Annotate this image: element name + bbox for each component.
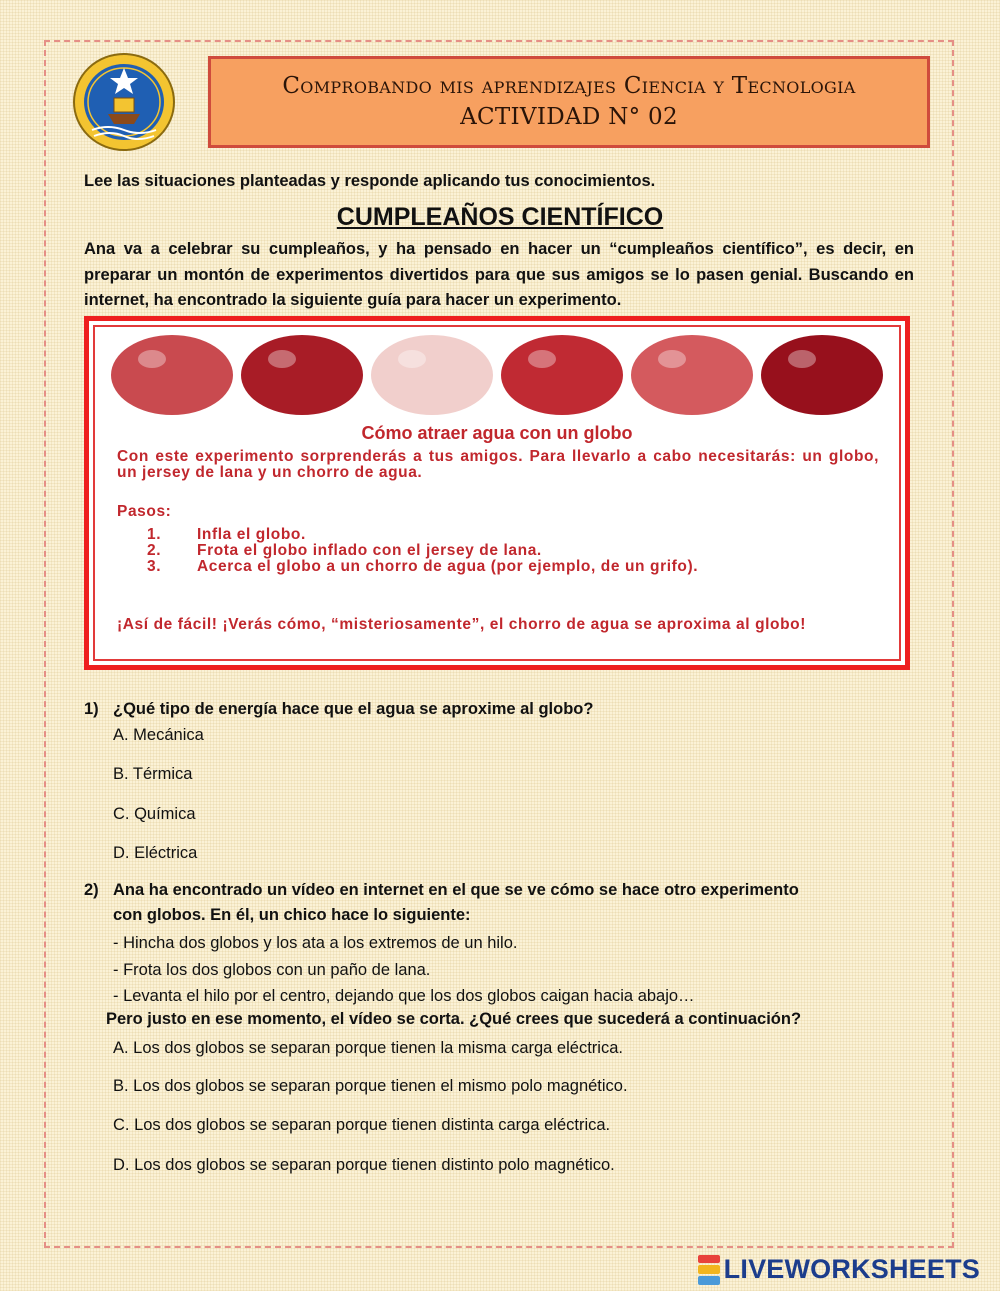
instructions: Lee las situaciones planteadas y responde aplicando tus conocimientos. — [84, 172, 656, 190]
title-line1: Comprobando mis aprendizajes Ciencia y Tecnologia — [282, 73, 856, 99]
step-item: 2. Frota el globo inflado con el jersey de lana. — [147, 542, 542, 559]
q2-step: - Frota los dos globos con un paño de lana. — [113, 960, 431, 979]
question-2-steps — [113, 930, 695, 1010]
title-line2: ACTIVIDAD N° 02 — [460, 104, 678, 130]
step-item: 3. Acerca el globo a un chorro de agua (por ejemplo, de un grifo). — [147, 558, 699, 575]
question-2-text: Ana ha encontrado un vídeo en internet en el que se ve cómo se hace otro experimento — [113, 881, 799, 899]
balloon-icon — [761, 335, 883, 415]
q1-option-a[interactable]: A. Mecánica — [113, 726, 204, 744]
liveworksheets-watermark[interactable] — [698, 1254, 980, 1285]
section-title: CUMPLEAÑOS CIENTÍFICO — [336, 203, 664, 231]
school-crest-icon — [72, 52, 176, 152]
q2-option-d[interactable]: D. Los dos globos se separan porque tienen distinto polo magnético. — [113, 1156, 615, 1174]
question-2 — [84, 878, 799, 928]
experiment-footer: ¡Así de fácil! ¡Verás cómo, “misteriosamente”, el chorro de agua se aproxima al globo! — [117, 616, 807, 633]
q1-option-b[interactable]: B. Térmica — [113, 765, 193, 783]
balloon-icon — [631, 335, 753, 415]
balloons-illustration — [107, 329, 887, 419]
question-2-text-cont: con globos. En él, un chico hace lo siguiente: — [113, 906, 471, 924]
question-2-number: 2) — [84, 881, 99, 899]
step-item: 1. Infla el globo. — [147, 526, 306, 543]
question-2-followup: Pero justo en ese momento, el vídeo se corta. ¿Qué crees que sucederá a continuación? — [106, 1010, 802, 1028]
q2-option-b[interactable]: B. Los dos globos se separan porque tienen el mismo polo magnético. — [113, 1077, 628, 1095]
balloon-icon — [241, 335, 363, 415]
steps-label: Pasos: — [117, 503, 172, 520]
experiment-text: Con este experimento sorprenderás a tus amigos. Para llevarlo a cabo necesitarás: un globo, un jersey de lana y un chorro de agua. — [117, 448, 879, 481]
q2-option-a[interactable]: A. Los dos globos se separan porque tienen la misma carga eléctrica. — [113, 1039, 623, 1057]
title-banner — [208, 56, 930, 148]
q1-option-d[interactable]: D. Eléctrica — [113, 844, 198, 862]
balloon-icon — [111, 335, 233, 415]
steps-list — [147, 527, 887, 575]
watermark-text: LIVEWORKSHEETS — [723, 1254, 980, 1284]
liveworksheets-logo-icon — [698, 1255, 720, 1285]
q2-step: - Levanta el hilo por el centro, dejando que los dos globos caigan hacia abajo… — [113, 987, 695, 1005]
q2-step: - Hincha dos globos y los ata a los extremos de un hilo. — [113, 934, 518, 952]
story-paragraph: Ana va a celebrar su cumpleaños, y ha pensado en hacer un “cumpleaños científico”, es decir, en preparar un montón de experimentos divertidos para que sus amigos se lo pasen genial. Buscando en internet, ha encontrado la siguiente guía para hacer un experimento. — [84, 240, 914, 309]
question-1-number: 1) — [84, 700, 99, 718]
q1-option-c[interactable]: C. Química — [113, 805, 196, 823]
balloon-icon — [371, 335, 493, 415]
question-1 — [84, 697, 593, 722]
question-1-text: ¿Qué tipo de energía hace que el agua se aproxime al globo? — [113, 700, 594, 718]
experiment-heading: Cómo atraer agua con un globo — [361, 423, 633, 443]
q2-option-c[interactable]: C. Los dos globos se separan porque tienen distinta carga eléctrica. — [113, 1116, 611, 1134]
experiment-image — [84, 316, 910, 670]
balloon-icon — [501, 335, 623, 415]
